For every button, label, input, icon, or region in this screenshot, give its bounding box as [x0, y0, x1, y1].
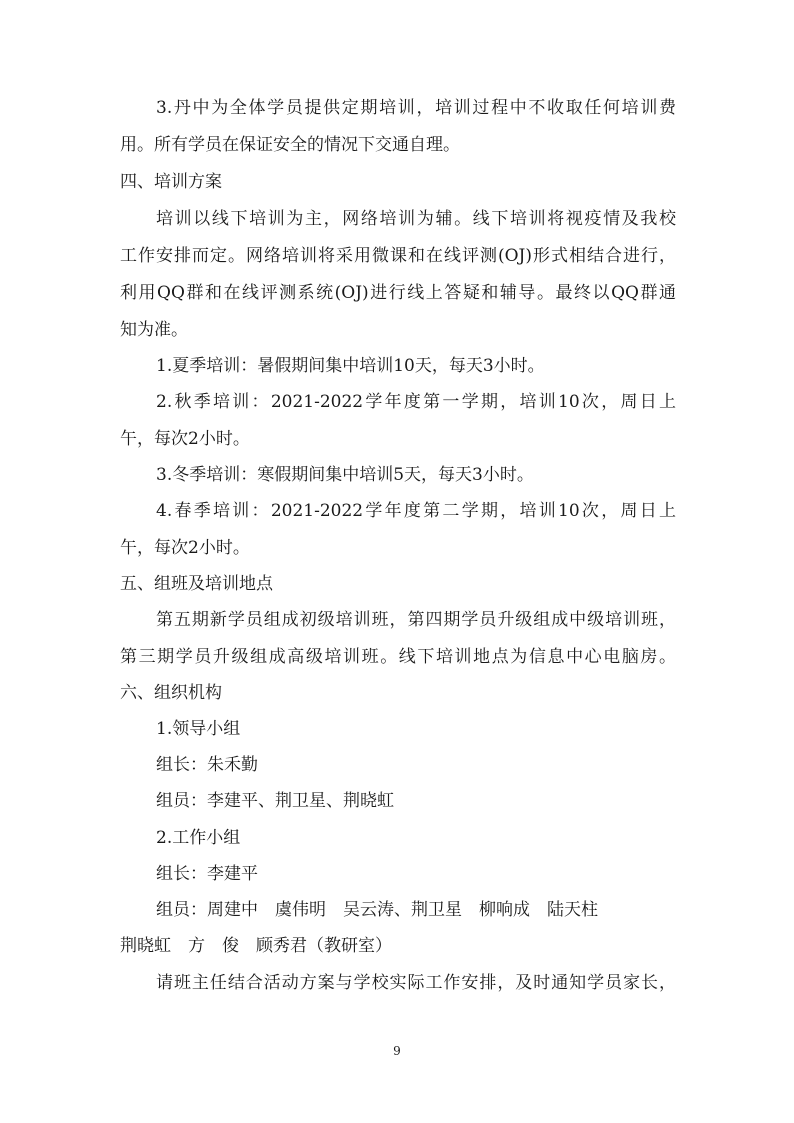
list-item-continuation: 午，每次2小时。	[120, 538, 250, 558]
paragraph-line: 培训以线下培训为主，网络培训为辅。线下培训将视疫情及我校	[156, 209, 676, 229]
section-heading: 五、组班及培训地点	[120, 574, 273, 594]
paragraph-line: 第五期新学员组成初级培训班，第四期学员升级组成中级培训班，	[156, 610, 676, 630]
paragraph-line: 用。所有学员在保证安全的情况下交通自理。	[120, 135, 460, 155]
paragraph-line: 第三期学员升级组成高级培训班。线下培训地点为信息中心电脑房。	[120, 647, 676, 667]
list-item: 3.冬季培训：寒假期间集中培训5天，每天3小时。	[156, 465, 534, 485]
paragraph-line: 组长：李建平	[156, 864, 258, 884]
section-heading: 六、组织机构	[120, 683, 222, 703]
list-item-continuation: 午，每次2小时。	[120, 429, 250, 449]
paragraph-line: 请班主任结合活动方案与学校实际工作安排，及时通知学员家长，	[156, 973, 676, 993]
paragraph-line: 利用QQ群和在线评测系统(OJ)进行线上答疑和辅导。最终以QQ群通	[120, 283, 676, 303]
paragraph-line: 组员：李建平、荆卫星、荆晓虹	[156, 791, 394, 811]
page-number: 9	[393, 1044, 401, 1058]
list-item: 4.春季培训：2021-2022学年度第二学期，培训10次，周日上	[156, 501, 676, 521]
paragraph-line: 知为准。	[120, 320, 188, 340]
list-item: 2.秋季培训：2021-2022学年度第一学期，培训10次，周日上	[156, 392, 676, 412]
subsection-heading: 1.领导小组	[156, 719, 241, 739]
paragraph-line: 组员：周建中 虞伟明 吴云涛、荆卫星 柳响成 陆天柱	[156, 900, 598, 920]
paragraph-line: 3.丹中为全体学员提供定期培训，培训过程中不收取任何培训费	[156, 98, 676, 118]
subsection-heading: 2.工作小组	[156, 828, 241, 848]
paragraph-line: 荆晓虹 方 俊 顾秀君（教研室）	[120, 936, 392, 956]
paragraph-line: 组长：朱禾勤	[156, 755, 258, 775]
list-item: 1.夏季培训：暑假期间集中培训10天，每天3小时。	[156, 356, 545, 376]
section-heading: 四、培训方案	[120, 172, 222, 192]
paragraph-line: 工作安排而定。网络培训将采用微课和在线评测(OJ)形式相结合进行，	[120, 246, 676, 266]
